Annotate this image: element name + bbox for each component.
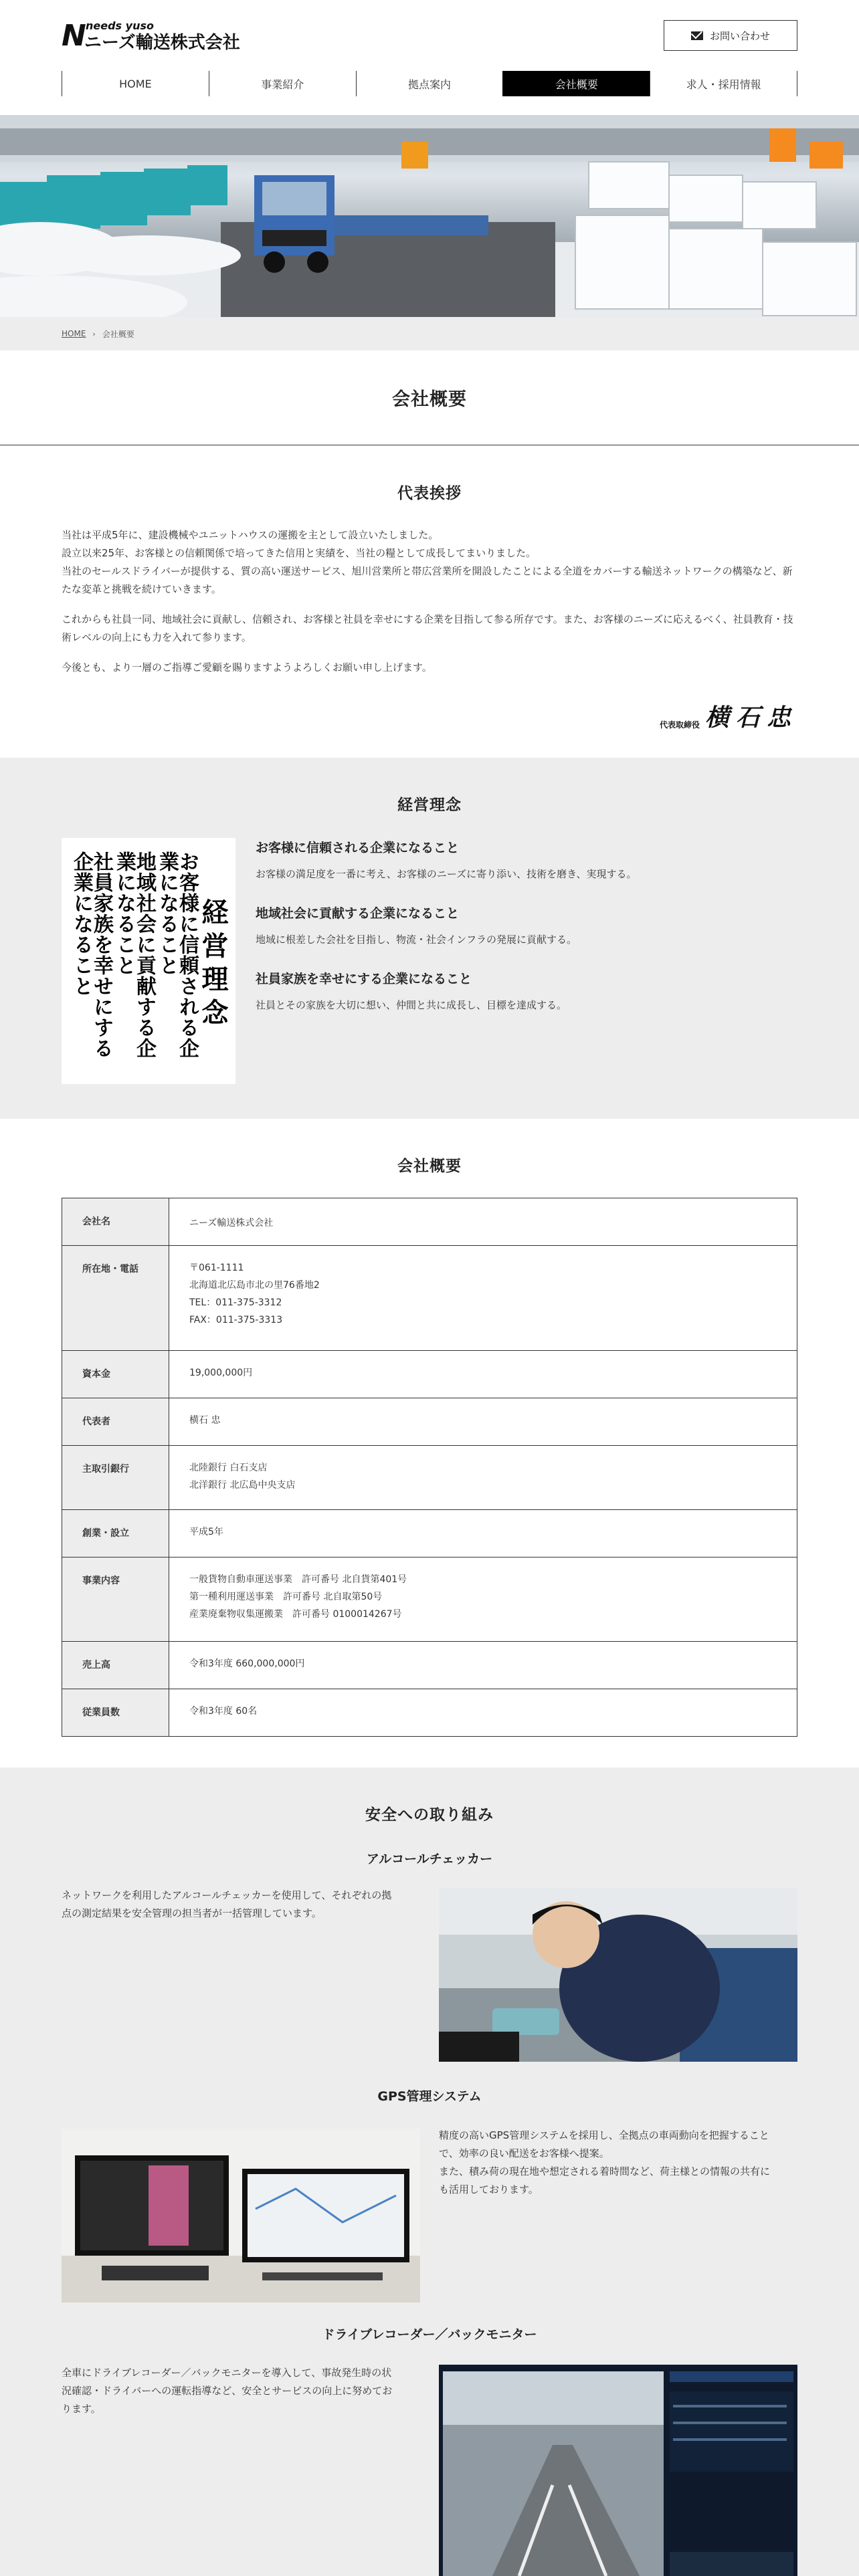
value-line: 横石 忠 [189,1415,221,1426]
value-line: 19,000,000円 [189,1368,253,1378]
text-line: ネットワークを利用したアルコールチェッカーを使用して、それぞれの拠 [62,1889,392,1901]
value-line: 北陸銀行 白石支店 [189,1463,268,1473]
breadcrumb [0,317,859,350]
company-table [62,1198,797,1737]
page-title: 会社概要 [392,389,467,410]
row-label: 会社名 [62,1198,169,1246]
row-value [169,1558,797,1642]
greeting-line: 今後とも、より一層のご指導ご愛顧を賜りますようよろしくお願い申し上げます。 [62,661,432,673]
row-value [169,1246,797,1351]
row-label: 資本金 [62,1351,169,1398]
logo-roman: needs yuso [86,19,154,32]
alcohol-text [62,1887,423,1923]
drive-recorder-photo [439,2365,797,2576]
global-nav [62,71,797,96]
value-line: 一般貨物自動車運送事業 許可番号 北自貨第401号 [189,1574,407,1585]
philosophy-heading: お客様に信頼される企業になること [256,841,460,855]
table-row [62,1246,797,1351]
text-line: 全車にドライブレコーダー／バックモニターを導入して、事故発生時の状 [62,2367,392,2379]
value-line: 〒061-1111 [189,1263,244,1273]
philosophy-text: 地域に根差した会社を目指し、物流・社会インフラの発展に貢献する。 [256,934,577,946]
value-line: 令和3年度 60名 [189,1706,258,1717]
logo-mark [62,19,262,52]
svg-text:N: N [62,19,86,52]
philosophy-item [256,903,797,946]
recorder-illustration [439,2365,797,2576]
row-label: 代表者 [62,1398,169,1446]
text-line: も活用しております。 [439,2183,539,2195]
gps-text [439,2127,800,2199]
breadcrumb-home[interactable]: HOME [62,329,86,338]
text-line: 況確認・ドライバーへの運転指導など、安全とサービスの向上に努めてお [62,2385,393,2397]
value-line: 産業廃棄物収集運搬業 許可番号 0100014267号 [189,1609,402,1620]
greeting-paragraph [62,611,797,647]
calligraphy-line: 社員家族を幸せにする企業になること [70,851,113,1059]
philosophy-heading: 地域社会に貢献する企業になること [256,906,460,921]
philosophy-section [0,758,859,1119]
value-line: 令和3年度 660,000,000円 [189,1658,305,1669]
greeting-line: 当社のセールスドライバーが提供する、質の高い運送サービス、旭川営業所と帯広営業所を開設したことによる全道をカバーする輸送ネットワークの構築など、新たな変革と挑戦を続けていきます。 [62,565,793,595]
signature-name: 横石忠 [704,704,797,732]
table-row [62,1351,797,1398]
hero-illustration [0,115,859,317]
safety-section [0,1767,859,2576]
text-line: 点の測定結果を安全管理の担当者が一括管理しています。 [62,1907,322,1919]
value-line: ニーズ輸送株式会社 [189,1218,274,1228]
greeting-line: 設立以来25年、お客様との信頼関係で培ってきた信用と実績を、当社の糧として成長してまいりました。 [62,547,537,559]
greeting-line: 当社は平成5年に、建設機械やユニットハウスの運搬を主として設立いたしました。 [62,529,439,541]
value-line: 北洋銀行 北広島中央支店 [189,1480,296,1491]
table-row [62,1642,797,1689]
nav-business[interactable]: 事業紹介 [209,71,356,96]
philosophy-text: 社員とその家族を大切に想い、仲間と共に成長し、目標を達成する。 [256,999,567,1011]
text-line: 精度の高いGPS管理システムを採用し、全拠点の車両動向を把握すること [439,2129,769,2141]
table-row [62,1689,797,1737]
philosophy-title: 経営理念 [397,796,462,814]
table-row [62,1398,797,1446]
text-line: で、効率の良い配送をお客様へ提案。 [439,2147,609,2159]
row-label: 所在地・電話 [62,1246,169,1351]
row-value [169,1398,797,1446]
breadcrumb-separator: › [92,329,96,338]
recorder-text [62,2364,423,2418]
signature-title: 代表取締役 [659,720,700,730]
nav-company[interactable]: 会社概要 [502,71,650,96]
calligraphy-line: お客様に信頼される企業になること [155,851,199,1059]
greeting-paragraph [62,526,797,599]
contact-button[interactable] [664,20,797,51]
contact-label: お問い合わせ [709,30,770,42]
recorder-title: ドライブレコーダー／バックモニター [322,2327,537,2342]
logo-jp: ニーズ輸送株式会社 [84,33,240,52]
philosophy-item [256,838,797,881]
overview-section [0,1119,859,1767]
signature [660,699,797,733]
gps-system-photo [62,2129,420,2302]
table-row [62,1558,797,1642]
row-label: 従業員数 [62,1689,169,1737]
row-value [169,1510,797,1558]
mail-icon [691,31,703,40]
nav-recruit[interactable]: 求人・採用情報 [650,71,797,96]
text-line: また、積み荷の現在地や想定される着時間など、荷主様との情報の共有に [439,2165,771,2177]
gps-title: GPS管理システム [377,2089,482,2104]
alcohol-checker-photo [439,1888,797,2062]
value-line: TEL：011-375-3312 [189,1297,282,1308]
value-line: 北海道北広島市北の里76番地2 [189,1280,320,1291]
row-label: 主取引銀行 [62,1446,169,1510]
greeting-section [0,446,859,758]
row-label: 創業・設立 [62,1510,169,1558]
calligraphy-heading: 経営理念 [197,898,229,1032]
value-line: 第一種利用運送事業 許可番号 北自取第50号 [189,1592,383,1602]
breadcrumb-current: 会社概要 [102,329,134,339]
value-line: 平成5年 [189,1527,223,1537]
row-value [169,1351,797,1398]
text-line: ります。 [62,2403,101,2415]
philosophy-list [256,838,797,1035]
row-label: 売上高 [62,1642,169,1689]
greeting-body [62,526,797,689]
site-header [0,0,859,115]
value-line: FAX：011-375-3313 [189,1315,283,1325]
row-value [169,1642,797,1689]
philosophy-calligraphy [62,838,235,1084]
row-value [169,1446,797,1510]
philosophy-text: お客様の満足度を一番に考え、お客様のニーズに寄り添い、技術を磨き、実現する。 [256,868,637,880]
page-title-area [0,350,859,445]
nav-home[interactable]: HOME [62,71,209,96]
gps-illustration [62,2129,420,2302]
row-value [169,1198,797,1246]
philosophy-item [256,969,797,1012]
alcohol-title: アルコールチェッカー [366,1852,493,1866]
greeting-line: これからも社員一同、地域社会に貢献し、信頼され、お客様と社員を幸せにする企業を目指して参る所存です。また、お客様のニーズに応えるべく、社員教育・技術レベルの向上にも力を入れて参ります。 [62,613,793,643]
hero-image [0,115,859,317]
table-row [62,1510,797,1558]
alcohol-illustration [439,1888,797,2062]
table-row [62,1198,797,1246]
table-row [62,1446,797,1510]
safety-title: 安全への取り組み [365,1806,494,1824]
greeting-paragraph [62,659,797,677]
overview-title: 会社概要 [397,1158,462,1175]
row-label: 事業内容 [62,1558,169,1642]
row-value [169,1689,797,1737]
site-logo[interactable] [62,19,262,52]
philosophy-heading: 社員家族を幸せにする企業になること [256,972,472,986]
nav-locations[interactable]: 拠点案内 [356,71,503,96]
calligraphy-line: 地域社会に貢献する企業になること [112,851,156,1059]
greeting-title: 代表挨拶 [397,485,462,502]
